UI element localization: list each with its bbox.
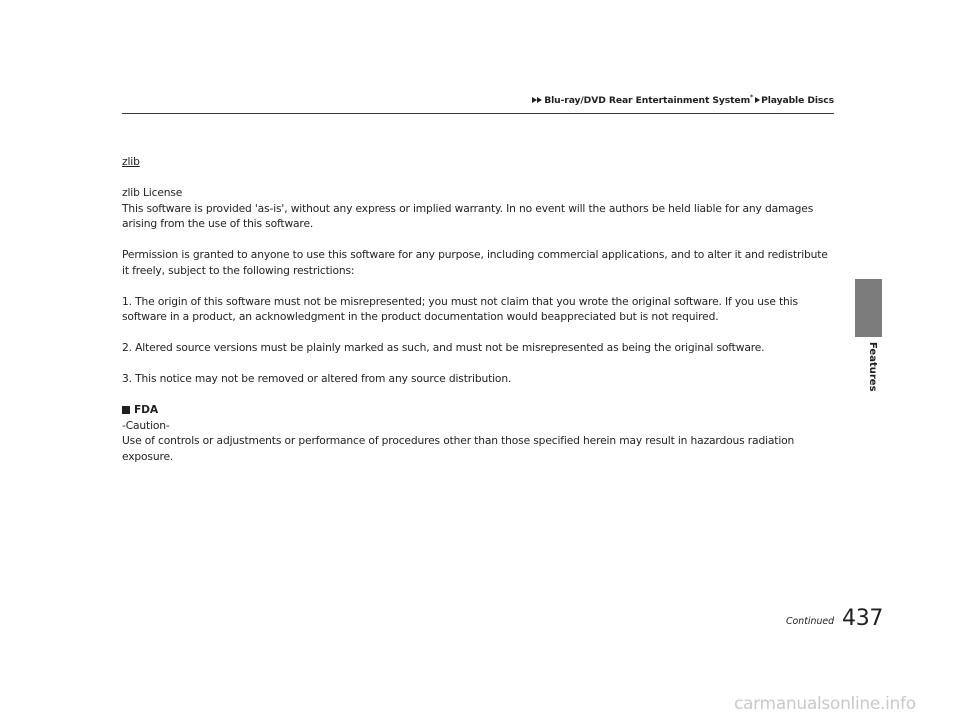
breadcrumb [532, 94, 834, 106]
watermark-text: carmanualsonline.info [734, 694, 916, 714]
license-item-3: 3. This notice may not be removed or altered from any source distribution. [122, 372, 512, 385]
license-paragraph-2: Permission is granted to anyone to use this software for any purpose, including commercial applications, and to alter it and redistribute it freely, subject to the following restrictions: [122, 248, 828, 277]
fda-heading [122, 402, 834, 418]
page-number: 437 [842, 606, 884, 631]
license-paragraph-1: This software is provided 'as-is', without any express or implied warranty. In no event will the authors be held liable for any damages arising from the use of this software. [122, 201, 814, 230]
fda-heading-text: FDA [134, 403, 158, 416]
header-divider [122, 113, 834, 114]
breadcrumb-arrow-icon [755, 97, 760, 103]
section-square-icon [122, 406, 130, 414]
breadcrumb-asterisk: * [750, 94, 754, 101]
license-title: zlib License [122, 186, 183, 199]
breadcrumb-section[interactable]: Blu-ray/DVD Rear Entertainment System [544, 95, 751, 106]
zlib-link[interactable]: zlib [122, 155, 140, 168]
breadcrumb-page[interactable]: Playable Discs [761, 95, 834, 106]
caution-text: Use of controls or adjustments or performance of procedures other than those specified herein may result in hazardous radiation exposure. [122, 434, 795, 463]
breadcrumb-arrow-icon [537, 97, 542, 103]
license-item-1: 1. The origin of this software must not be misrepresented; you must not claim that you wrote the original software. If you use this software in a product, an acknowledgment in the product documentation would beappreciated but is not required. [122, 294, 798, 323]
license-item-2: 2. Altered source versions must be plainly marked as such, and must not be misrepresented as being the original software. [122, 341, 765, 354]
continued-label: Continued [786, 616, 835, 627]
caution-label: -Caution- [122, 418, 170, 432]
section-tab[interactable] [855, 279, 882, 337]
page-content [122, 154, 834, 464]
section-tab-label: Features [867, 342, 878, 392]
